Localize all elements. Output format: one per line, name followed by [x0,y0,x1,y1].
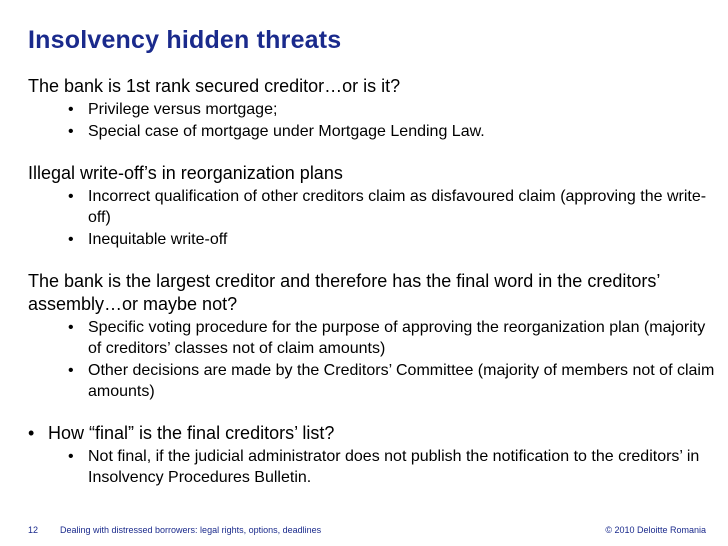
slide-footer [0,522,728,542]
content-block-3 [28,270,718,402]
page-number: 12 [28,525,39,535]
content-block-2 [28,162,718,250]
footer-title: Dealing with distressed borrowers: legal rights, options, deadlines [60,525,322,535]
bullet-item: • Incorrect qualification of other creditors claim as disfavoured claim (approving the write-off) [68,186,718,228]
bullet-item: • Specific voting procedure for the purpose of approving the reorganization plan (majority of creditors’ classes not of claim amounts) [68,317,718,359]
bullet-item: • Other decisions are made by the Creditors’ Committee (majority of members not of claim amounts) [68,360,718,402]
bullet-item: • Not final, if the judicial administrator does not publish the notification to the creditors’ in Insolvency Procedures Bulletin. [68,446,718,488]
bullet-list [28,99,718,142]
content-block-4 [28,422,718,488]
bullet-list [28,446,718,488]
bullet-list [28,317,718,402]
bullet-list [28,186,718,250]
block-heading-bulleted: • How “final” is the final creditors’ list? [28,422,718,445]
content-block-1 [28,75,718,142]
block-heading: The bank is the largest creditor and therefore has the final word in the creditors’ assembly…or maybe not? [28,271,660,314]
slide-content [28,75,718,508]
slide-title: Insolvency hidden threats [28,26,342,54]
block-heading: The bank is 1st rank secured creditor…or is it? [28,76,401,96]
copyright-notice: © 2010 Deloitte Romania [605,525,706,535]
block-heading: Illegal write-off’s in reorganization plans [28,163,343,183]
bullet-item: • Privilege versus mortgage; [68,99,718,120]
bullet-item: • Special case of mortgage under Mortgage Lending Law. [68,121,718,142]
bullet-item: • Inequitable write-off [68,229,718,250]
